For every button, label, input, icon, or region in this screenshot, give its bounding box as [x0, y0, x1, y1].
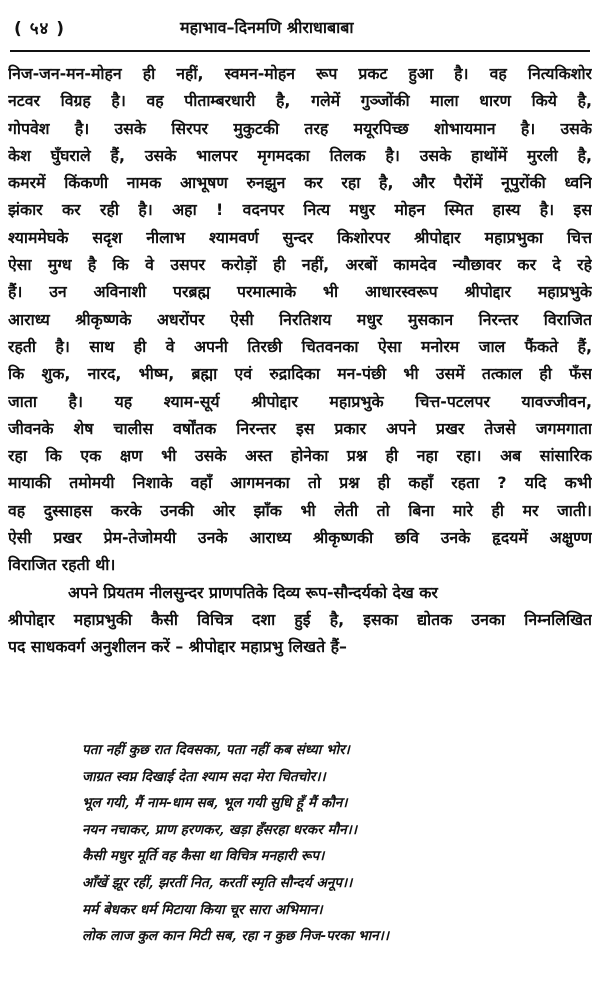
verse-line: कैसी मधुर मूर्ति वह कैसा था विचित्र मनहारी रूप।: [82, 848, 325, 865]
text-line: आराध्य श्रीकृष्णके अधरोंपर ऐसी निरतिशय मधुर मुसकान निरन्तर विराजित: [8, 309, 592, 329]
text-line: नटवर विग्रह है। वह पीताम्बरधारी है, गलेमें गुञ्जोंकी माला धारण किये है,: [8, 91, 592, 111]
text-line: श्रीपोद्दार महाप्रभुकी कैसी विचित्र दशा हुई है, इसका द्योतक उनका निम्नलिखित: [8, 609, 592, 629]
verse-line: लोक लाज कुल कान मिटी सब, रहा न कुछ निज-परका भान।।: [82, 928, 389, 945]
text-line: मायाकी तमोमयी निशाके वहाँ आगमनका तो प्रश्न ही कहाँ रहता ? यदि कभी: [8, 473, 592, 493]
text-line: विराजित रहती थी।: [8, 555, 116, 575]
running-title: महाभाव–दिनमणि श्रीराधाबाबा: [180, 18, 354, 37]
text-line: जीवनके शेष चालीस वर्षोंतक निरन्तर इस प्रकार अपने प्रखर तेजसे जगमगाता: [8, 418, 592, 438]
verse-line: मर्म बेधकर धर्म मिटाया किया चूर सारा अभिमान।: [82, 901, 323, 918]
text-line: श्याममेघके सदृश नीलाभ श्यामवर्ण सुन्दर किशोरपर श्रीपोद्दार महाप्रभुका चित्त: [8, 227, 592, 247]
text-line: केश घुँघराले हैं, उसके भालपर मृगमदका तिलक है। उसके हाथोंमें मुरली है,: [8, 145, 592, 165]
header-rule: [10, 50, 590, 52]
paragraph-2: [8, 579, 592, 661]
verse-line: जाग्रत स्वप्न दिखाई देता श्याम सदा मेरा चितचोर।।: [82, 768, 326, 785]
page-number: ( ५४ ): [14, 19, 66, 39]
text-line: पद साधकवर्ग अनुशीलन करें – श्रीपोद्दार महाप्रभु लिखते हैं–: [8, 637, 347, 657]
text-line: रहा कि एक क्षण भी उसके अस्त होनेका प्रश्न ही नहा रहा। अब सांसारिक: [8, 446, 592, 466]
text-line: ऐसा मुग्ध है कि वे उसपर करोड़ों ही नहीं, अरबों कामदेव न्यौछावर कर दे रहे: [8, 255, 592, 275]
text-line: अपने प्रियतम नीलसुन्दर प्राणपतिके दिव्य रूप-सौन्दर्यको देख कर: [68, 582, 438, 602]
paragraph-1: [8, 60, 592, 579]
verse-line: पता नहीं कुछ रात दिवसका, पता नहीं कब संध्या भोर।: [82, 742, 350, 758]
text-line: वह दुस्साहस करके उनकी ओर झाँक भी लेती तो बिना मारे ही मर जाती।: [8, 500, 592, 520]
text-line: गोपवेश है। उसके सिरपर मुकुटकी तरह मयूरपिच्छ शोभायमान है। उसके: [8, 118, 592, 138]
text-line: जाता है। यह श्याम-सूर्य श्रीपोद्दार महाप्रभुके चित्त-पटलपर यावज्जीवन,: [8, 391, 592, 411]
text-line: ऐसी प्रखर प्रेम-तेजोमयी उनके आराध्य श्रीकृष्णकी छवि उनके हृदयमें अक्षुण्ण: [8, 528, 592, 548]
text-line: रहती है। साथ ही वे अपनी तिरछी चितवनका ऐसा मनोरम जाल फैंकते हैं,: [8, 336, 592, 356]
body-text: [8, 60, 592, 661]
text-line: झंकार कर रही है। अहा ! वदनपर नित्य मधुर मोहन स्मित हास्य है। इस: [8, 200, 592, 220]
page-header: [10, 14, 590, 44]
verse-block: [82, 737, 522, 950]
verse-line: नयन नचाकर, प्राण हरणकर, खड़ा हँसरहा धरकर मौन।।: [82, 821, 357, 838]
verse-line: आँखें झूर रहीं, झरतीं नित, करतीं स्मृति सौन्दर्य अनूप।।: [82, 874, 353, 891]
text-line: निज-जन-मन-मोहन ही नहीं, स्वमन-मोहन रूप प्रकट हुआ है। वह नित्यकिशोर: [8, 64, 592, 83]
text-line: कमरमें किंकणी नामक आभूषण रुनझुन कर रहा है, और पैरोंमें नूपुरोंकी ध्वनि: [8, 173, 592, 193]
text-line: हैं। उन अविनाशी परब्रह्म परमात्माके भी आधारस्वरूप श्रीपोद्दार महाप्रभुके: [8, 282, 592, 302]
verse-line: भूल गयी, मैं नाम-धाम सब, भूल गयी सुधि हूँ मैं कौन।: [82, 795, 348, 812]
text-line: कि शुक, नारद, भीष्म, ब्रह्मा एवं रुद्रादिका मन-पंछी भी उसमें तत्काल ही फँस: [8, 364, 592, 384]
